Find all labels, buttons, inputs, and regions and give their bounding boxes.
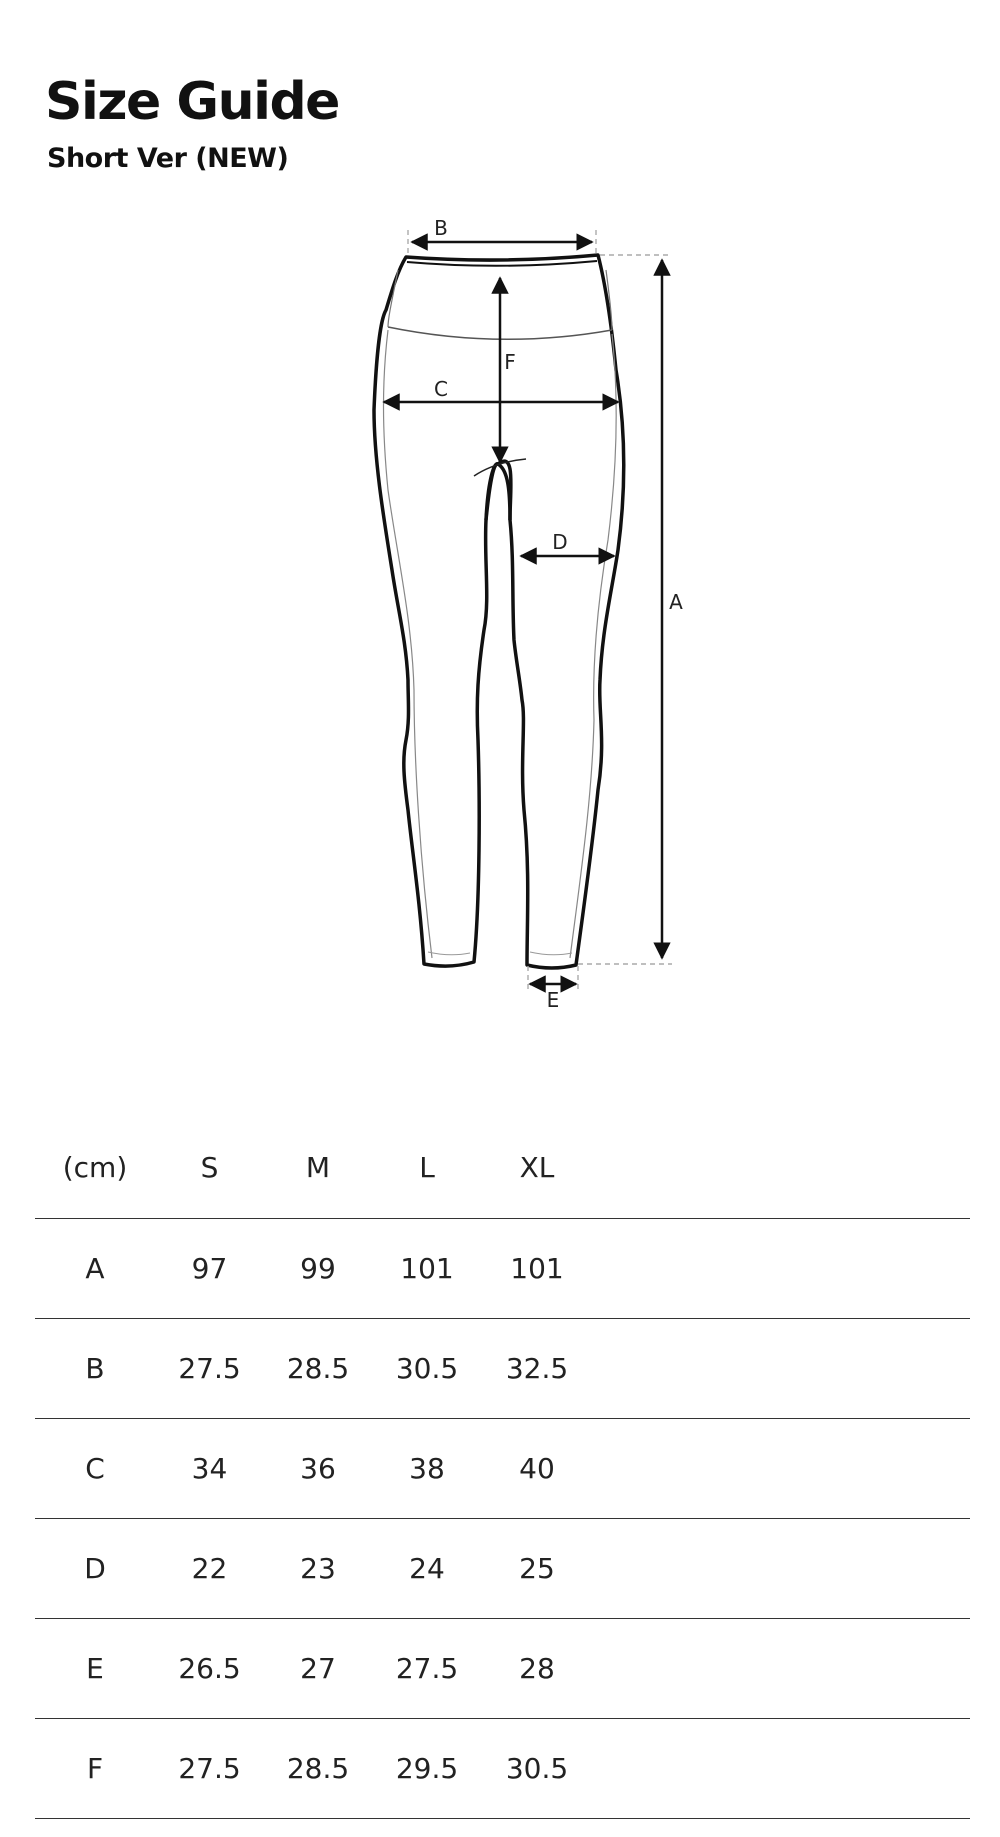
table-cell: 97 xyxy=(191,1251,228,1285)
size-header: XL xyxy=(519,1151,555,1185)
table-cell: 36 xyxy=(300,1451,336,1485)
table-cell: 25 xyxy=(519,1551,555,1585)
label-d: D xyxy=(552,530,568,554)
table-cell: 32.5 xyxy=(505,1351,569,1385)
label-e: E xyxy=(546,988,560,1012)
table-row xyxy=(35,1618,970,1718)
row-label: B xyxy=(85,1351,105,1385)
table-cell: 28 xyxy=(519,1651,555,1685)
label-c: C xyxy=(434,377,448,401)
label-f: F xyxy=(504,350,516,374)
page-title: Size Guide xyxy=(45,72,339,132)
row-label: F xyxy=(86,1751,104,1785)
table-cell: 23 xyxy=(300,1551,336,1585)
table-cell: 29.5 xyxy=(395,1751,459,1785)
table-cell: 34 xyxy=(191,1451,228,1485)
table-row xyxy=(35,1418,970,1518)
table-cell: 40 xyxy=(519,1451,555,1485)
table-header-row xyxy=(35,1118,970,1218)
table-row xyxy=(35,1218,970,1318)
table-cell: 26.5 xyxy=(178,1651,241,1685)
row-label: E xyxy=(86,1651,104,1685)
table-row xyxy=(35,1518,970,1618)
table-cell: 27 xyxy=(300,1651,336,1685)
page-subtitle: Short Ver (NEW) xyxy=(47,143,289,174)
table-cell: 27.5 xyxy=(178,1351,241,1385)
table-cell: 101 xyxy=(510,1251,564,1285)
table-cell: 38 xyxy=(409,1451,445,1485)
table-cell: 101 xyxy=(400,1251,454,1285)
table-cell: 24 xyxy=(409,1551,445,1585)
size-header: L xyxy=(419,1151,435,1185)
table-row xyxy=(35,1318,970,1418)
table-cell: 30.5 xyxy=(395,1351,459,1385)
table-cell: 27.5 xyxy=(395,1651,459,1685)
label-a: A xyxy=(669,590,683,614)
row-label: D xyxy=(84,1551,106,1585)
row-label: A xyxy=(85,1251,105,1285)
size-chart-table xyxy=(35,1118,970,1819)
table-cell: 30.5 xyxy=(505,1751,569,1785)
table-cell: 22 xyxy=(191,1551,228,1585)
size-header: M xyxy=(305,1151,331,1185)
size-header: S xyxy=(200,1151,219,1185)
table-cell: 99 xyxy=(300,1251,336,1285)
label-b: B xyxy=(434,216,448,240)
row-label: C xyxy=(85,1451,105,1485)
table-cell: 27.5 xyxy=(178,1751,241,1785)
table-cell: 28.5 xyxy=(286,1351,350,1385)
table-row xyxy=(35,1718,970,1818)
unit-header: (cm) xyxy=(62,1151,128,1185)
table-cell: 28.5 xyxy=(286,1751,350,1785)
